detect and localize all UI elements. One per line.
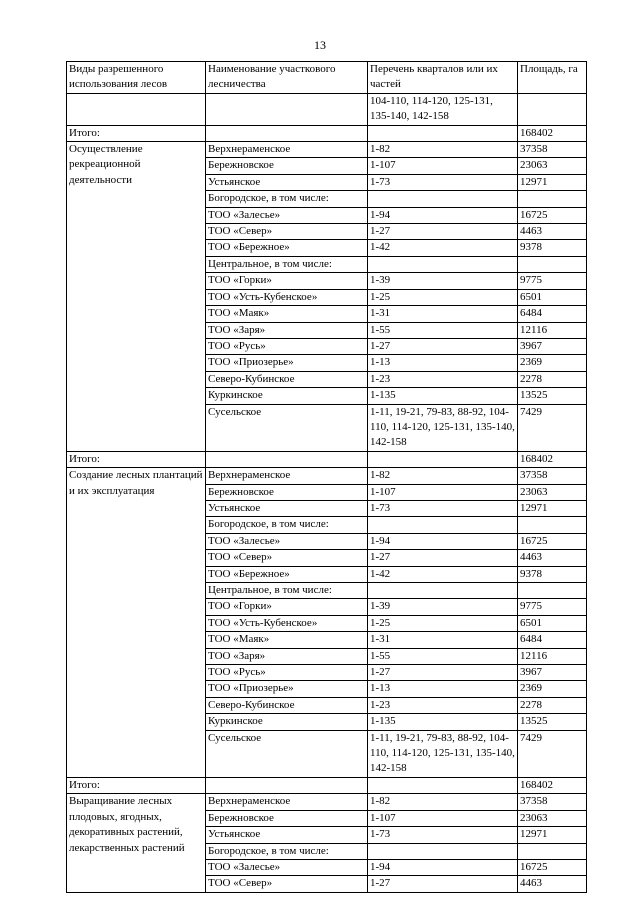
forestry-name-cell: ТОО «Север» [206, 876, 368, 892]
forestry-name-cell: ТОО «Горки» [206, 599, 368, 615]
quarters-cell: 1-11, 19-21, 79-83, 88-92, 104-110, 114-120, 125-131, 135-140, 142-158 [368, 404, 518, 451]
table-row [67, 794, 587, 810]
quarters-cell: 1-27 [368, 876, 518, 892]
forestry-name-cell: ТОО «Приозерье» [206, 681, 368, 697]
quarters-cell: 1-73 [368, 174, 518, 190]
area-cell [518, 256, 587, 272]
area-cell: 16725 [518, 207, 587, 223]
forestry-name-cell: Верхнераменское [206, 142, 368, 158]
total-value: 168402 [518, 125, 587, 141]
quarters-cell [368, 517, 518, 533]
quarters-cell: 1-55 [368, 648, 518, 664]
area-cell: 12971 [518, 827, 587, 843]
quarters-cell: 1-39 [368, 273, 518, 289]
area-cell: 2369 [518, 355, 587, 371]
forestry-name-cell: ТОО «Приозерье» [206, 355, 368, 371]
header-forestry-name: Наименование участкового лесничества [206, 62, 368, 94]
quarters-cell: 1-107 [368, 158, 518, 174]
total-label: Итого: [67, 451, 206, 467]
quarters-cell: 1-23 [368, 371, 518, 387]
area-cell: 3967 [518, 338, 587, 354]
area-cell: 9775 [518, 599, 587, 615]
forestry-name-cell: ТОО «Усть-Кубенское» [206, 615, 368, 631]
table-row [67, 468, 587, 484]
forestry-name-cell: ТОО «Залесье» [206, 533, 368, 549]
forestry-name-cell: Бережновское [206, 158, 368, 174]
forestry-name-cell: Куркинское [206, 388, 368, 404]
total-row [67, 125, 587, 141]
forestry-name-cell: ТОО «Заря» [206, 322, 368, 338]
forestry-name-cell: ТОО «Усть-Кубенское» [206, 289, 368, 305]
quarters-cell: 1-27 [368, 550, 518, 566]
total-row [67, 777, 587, 793]
quarters-cell [368, 256, 518, 272]
area-cell: 12971 [518, 174, 587, 190]
forestry-name-cell: Центральное, в том числе: [206, 256, 368, 272]
area-cell: 23063 [518, 810, 587, 826]
quarters-cell: 1-82 [368, 142, 518, 158]
forestry-name-cell: ТОО «Бережное» [206, 566, 368, 582]
forestry-name-cell: Центральное, в том числе: [206, 583, 368, 599]
area-cell [518, 517, 587, 533]
area-cell: 4463 [518, 550, 587, 566]
header-quarters: Перечень кварталов или их частей [368, 62, 518, 94]
quarters-cell: 1-42 [368, 566, 518, 582]
forestry-name-cell: Богородское, в том числе: [206, 517, 368, 533]
forestry-name-cell: Устьянское [206, 500, 368, 516]
total-row [67, 451, 587, 467]
area-cell [518, 843, 587, 859]
forestry-name-cell: Сусельское [206, 404, 368, 451]
forestry-name-cell: Богородское, в том числе: [206, 191, 368, 207]
forestry-name-cell: Северо-Кубинское [206, 697, 368, 713]
forestry-name-cell: Северо-Кубинское [206, 371, 368, 387]
header-row [67, 62, 587, 94]
area-cell: 16725 [518, 859, 587, 875]
quarters-cell: 1-27 [368, 665, 518, 681]
quarters-cell: 1-31 [368, 632, 518, 648]
area-cell: 9775 [518, 273, 587, 289]
total-label: Итого: [67, 777, 206, 793]
area-cell: 9378 [518, 566, 587, 582]
area-cell: 6484 [518, 306, 587, 322]
total-value: 168402 [518, 777, 587, 793]
use-type-cell: Выращивание лесных плодовых, ягодных, декоративных растений, лекарственных растений [67, 794, 206, 892]
forestry-name-cell: ТОО «Маяк» [206, 632, 368, 648]
area-cell: 4463 [518, 876, 587, 892]
quarters-cell: 1-73 [368, 500, 518, 516]
forestry-name-cell: ТОО «Север» [206, 550, 368, 566]
quarters-cell: 1-23 [368, 697, 518, 713]
forestry-name-cell: Верхнераменское [206, 794, 368, 810]
forestry-name-cell: ТОО «Бережное» [206, 240, 368, 256]
quarters-cell: 1-13 [368, 681, 518, 697]
total-value: 168402 [518, 451, 587, 467]
forestry-name-cell: ТОО «Залесье» [206, 859, 368, 875]
quarters-cell: 1-55 [368, 322, 518, 338]
header-use-type: Виды разрешенного использования лесов [67, 62, 206, 94]
forestry-name-cell: ТОО «Залесье» [206, 207, 368, 223]
forestry-name-cell: Устьянское [206, 174, 368, 190]
quarters-cell [368, 843, 518, 859]
area-cell: 9378 [518, 240, 587, 256]
quarters-cell: 1-27 [368, 224, 518, 240]
area-cell: 12116 [518, 648, 587, 664]
forestry-name-cell: ТОО «Заря» [206, 648, 368, 664]
quarters-cell: 1-107 [368, 810, 518, 826]
quarters-cell: 1-73 [368, 827, 518, 843]
forestry-name-cell: Бережновское [206, 810, 368, 826]
area-cell: 7429 [518, 730, 587, 777]
area-cell: 37358 [518, 142, 587, 158]
quarters-cell: 1-31 [368, 306, 518, 322]
quarters-cell: 1-42 [368, 240, 518, 256]
area-cell: 12971 [518, 500, 587, 516]
forest-use-table [66, 61, 587, 893]
use-type-cell: Осуществление рекреационной деятельности [67, 142, 206, 452]
page-number: 13 [314, 38, 326, 52]
quarters-cell: 1-82 [368, 794, 518, 810]
quarters-cell: 1-135 [368, 714, 518, 730]
quarters-cell: 1-135 [368, 388, 518, 404]
quarters-cell: 1-82 [368, 468, 518, 484]
area-cell: 13525 [518, 714, 587, 730]
area-cell: 2278 [518, 697, 587, 713]
area-cell: 4463 [518, 224, 587, 240]
area-cell: 23063 [518, 484, 587, 500]
quarters-cell: 1-27 [368, 338, 518, 354]
quarters-cell: 1-39 [368, 599, 518, 615]
area-cell: 3967 [518, 665, 587, 681]
quarters-cell: 1-94 [368, 207, 518, 223]
area-cell: 6501 [518, 289, 587, 305]
forestry-name-cell: Богородское, в том числе: [206, 843, 368, 859]
quarters-cell: 1-25 [368, 289, 518, 305]
quarters-cell [368, 583, 518, 599]
area-cell: 37358 [518, 794, 587, 810]
area-cell [518, 191, 587, 207]
forestry-name-cell: Сусельское [206, 730, 368, 777]
area-cell [518, 583, 587, 599]
quarters-cell: 1-11, 19-21, 79-83, 88-92, 104-110, 114-120, 125-131, 135-140, 142-158 [368, 730, 518, 777]
forestry-name-cell: Устьянское [206, 827, 368, 843]
table-row [67, 142, 587, 158]
area-cell: 2369 [518, 681, 587, 697]
quarters-cell: 1-13 [368, 355, 518, 371]
forestry-name-cell: ТОО «Русь» [206, 665, 368, 681]
area-cell: 13525 [518, 388, 587, 404]
header-area: Площадь, га [518, 62, 587, 94]
forestry-name-cell: ТОО «Маяк» [206, 306, 368, 322]
continuation-row [67, 93, 587, 125]
forestry-name-cell: ТОО «Русь» [206, 338, 368, 354]
forestry-name-cell: ТОО «Горки» [206, 273, 368, 289]
use-type-cell: Создание лесных плантаций и их эксплуатация [67, 468, 206, 778]
forestry-name-cell: ТОО «Север» [206, 224, 368, 240]
area-cell: 2278 [518, 371, 587, 387]
area-cell: 23063 [518, 158, 587, 174]
area-cell: 6484 [518, 632, 587, 648]
quarters-cell: 1-94 [368, 859, 518, 875]
quarters-cell: 1-107 [368, 484, 518, 500]
forestry-name-cell: Верхнераменское [206, 468, 368, 484]
forestry-name-cell: Бережновское [206, 484, 368, 500]
area-cell: 16725 [518, 533, 587, 549]
area-cell: 37358 [518, 468, 587, 484]
forestry-name-cell: Куркинское [206, 714, 368, 730]
continuation-quarters: 104-110, 114-120, 125-131, 135-140, 142-158 [368, 93, 518, 125]
quarters-cell: 1-25 [368, 615, 518, 631]
total-label: Итого: [67, 125, 206, 141]
area-cell: 12116 [518, 322, 587, 338]
quarters-cell [368, 191, 518, 207]
quarters-cell: 1-94 [368, 533, 518, 549]
area-cell: 7429 [518, 404, 587, 451]
area-cell: 6501 [518, 615, 587, 631]
